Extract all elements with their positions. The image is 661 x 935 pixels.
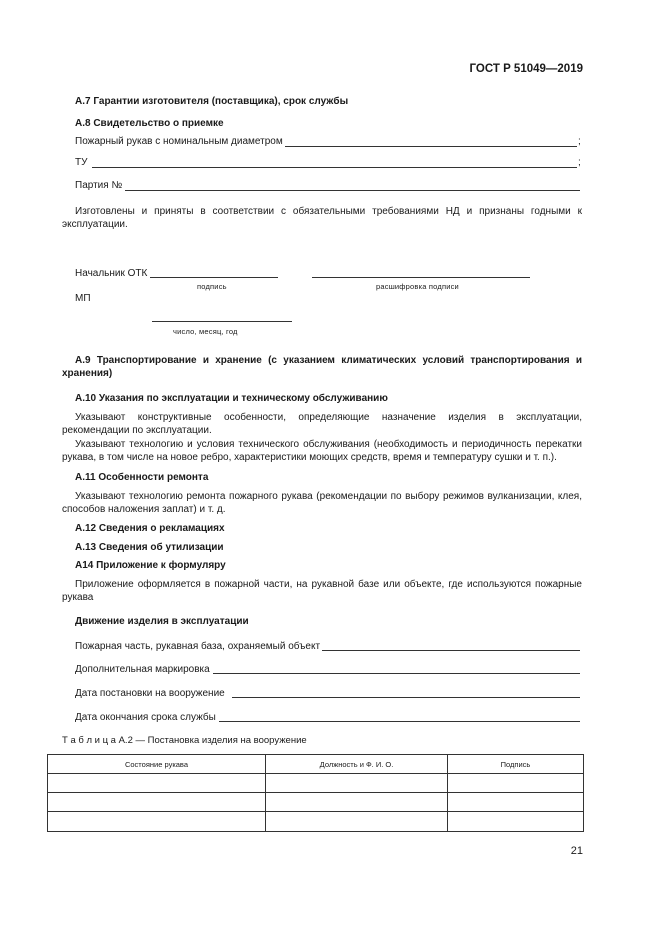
table-cell[interactable]	[48, 774, 266, 793]
section-a11-heading: А.11 Особенности ремонта	[75, 472, 209, 483]
batch-field[interactable]	[125, 190, 580, 191]
table-caption	[62, 734, 307, 747]
decoding-caption: расшифровка подписи	[376, 282, 459, 291]
column-header-signature: Подпись	[448, 755, 584, 774]
location-label: Пожарная часть, рукавная база, охраняемый объект	[75, 641, 321, 652]
a10-paragraph-1: Указывают конструктивные особенности, определяющие назначение изделия в эксплуатации, рекомендации по эксплуатации.	[62, 412, 582, 436]
section-a10-heading: А.10 Указания по эксплуатации и техническому обслуживанию	[75, 393, 388, 404]
hose-diameter-field[interactable]	[285, 146, 577, 147]
tu-label: ТУ	[75, 157, 88, 168]
otk-label: Начальник ОТК	[75, 268, 148, 279]
batch-label: Партия №	[75, 180, 123, 191]
page-number: 21	[570, 845, 583, 857]
table-caption-text: А.2 — Постановка изделия на вооружение	[118, 735, 307, 746]
table-cell[interactable]	[48, 793, 266, 812]
table-cell[interactable]	[448, 793, 584, 812]
column-header-hose-state: Состояние рукава	[48, 755, 266, 774]
table-cell[interactable]	[266, 793, 448, 812]
start-date-label: Дата постановки на вооружение	[75, 688, 225, 699]
table-cell[interactable]	[266, 774, 448, 793]
table-header-row	[48, 755, 584, 774]
otk-signature-field[interactable]	[150, 277, 278, 278]
table-cell[interactable]	[266, 812, 448, 832]
movement-heading: Движение изделия в эксплуатации	[75, 616, 249, 627]
table-row	[48, 793, 584, 812]
table-cell[interactable]	[48, 812, 266, 832]
tu-terminator: ;	[578, 157, 581, 168]
end-date-label: Дата окончания срока службы	[75, 712, 216, 723]
section-a9-heading: А.9 Транспортирование и хранение (с указанием климатических условий транспортирования и хранения)	[62, 355, 582, 379]
end-date-field[interactable]	[219, 721, 580, 722]
tu-field[interactable]	[92, 167, 577, 168]
stamp-label: МП	[75, 293, 91, 304]
date-field[interactable]	[152, 321, 292, 322]
hose-diameter-terminator: ;	[578, 136, 581, 147]
acceptance-statement: Изготовлены и приняты в соответствии с обязательными требованиями НД и признаны годными к эксплуатации.	[62, 206, 582, 230]
start-date-field[interactable]	[232, 697, 580, 698]
section-a7-heading: А.7 Гарантии изготовителя (поставщика), срок службы	[75, 96, 349, 107]
table-caption-prefix: Т а б л и ц а	[62, 735, 116, 746]
a11-paragraph-1: Указывают технологию ремонта пожарного рукава (рекомендации по выбору режимов вулканизации, клея, способов наложения заплат) и т. д.	[62, 491, 582, 515]
table-cell[interactable]	[448, 812, 584, 832]
marking-label: Дополнительная маркировка	[75, 664, 210, 675]
section-a13-heading: А.13 Сведения об утилизации	[75, 542, 224, 553]
table-row	[48, 812, 584, 832]
section-a14-heading: А14 Приложение к формуляру	[75, 560, 226, 571]
otk-decoding-field[interactable]	[312, 277, 530, 278]
hose-diameter-label: Пожарный рукав с номинальным диаметром	[75, 136, 283, 147]
table-cell[interactable]	[448, 774, 584, 793]
section-a8-heading: А.8 Свидетельство о приемке	[75, 118, 224, 129]
table-row	[48, 774, 584, 793]
installation-table	[47, 754, 584, 832]
signature-caption: подпись	[197, 282, 227, 291]
document-id: ГОСТ Р 51049—2019	[469, 63, 583, 75]
location-field[interactable]	[322, 650, 580, 651]
date-caption: число, месяц, год	[173, 327, 238, 336]
column-header-position-name: Должность и Ф. И. О.	[266, 755, 448, 774]
a14-paragraph-1: Приложение оформляется в пожарной части, на рукавной базе или объекте, где используются пожарные рукава	[62, 579, 582, 603]
section-a12-heading: А.12 Сведения о рекламациях	[75, 523, 225, 534]
a10-paragraph-2: Указывают технологию и условия технического обслуживания (необходимость и периодичность перекатки рукава, в том числе на новое ребро, характеристики моющих средств, время и температуру сушки и т. п.).	[62, 439, 582, 463]
marking-field[interactable]	[213, 673, 580, 674]
